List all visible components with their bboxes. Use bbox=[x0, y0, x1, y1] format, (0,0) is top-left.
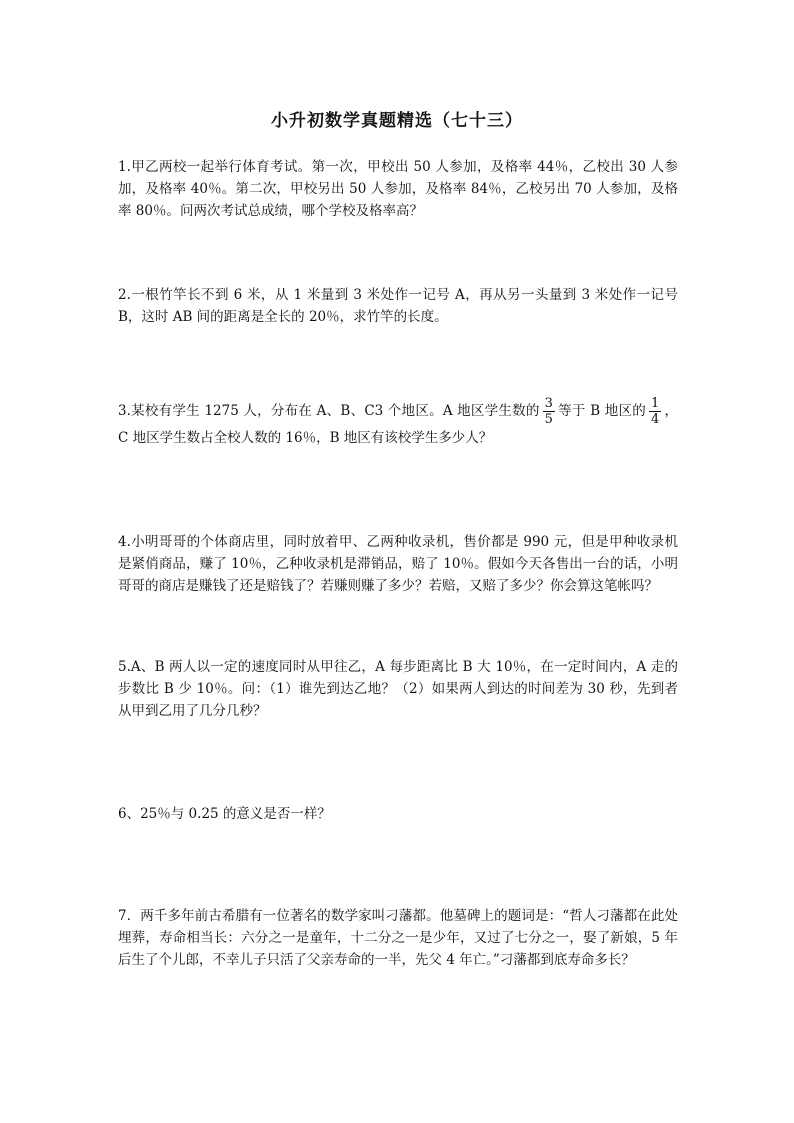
question-1: 1.甲乙两校一起举行体育考试。第一次，甲校出 50 人参加，及格率 44％，乙校出 30 人参加，及格率 40％。第二次，甲校另出 50 人参加，及格率 84％，乙校另出 70 人参加，及格率 80％。问两次考试总成绩，哪个学校及格率高？ bbox=[118, 159, 678, 219]
fraction-numerator: 1 bbox=[650, 396, 660, 411]
question-6: 6、25％与 0.25 的意义是否一样？ bbox=[118, 806, 331, 822]
fraction-three-fifths bbox=[543, 396, 555, 427]
fraction-one-quarter bbox=[649, 396, 661, 427]
question-2: 2.一根竹竿长不到 6 米，从 1 米量到 3 米处作一记号 A，再从另一头量到 3 米处作一记号 B，这时 AB 间的距离是全长的 20％，求竹竿的长度。 bbox=[118, 287, 678, 325]
page-title: 小升初数学真题精选（七十三） bbox=[271, 111, 523, 131]
question-7: 7．两千多年前古希腊有一位著名的数学家叫刁藩都。他墓碑上的题词是：“哲人刁藩都在此处埋葬，寿命相当长：六分之一是童年，十二分之一是少年，又过了七分之一，娶了新娘，5 年后生了个儿郎，不幸儿子只活了父亲寿命的一半，先父 4 年亡。”刁藩都到底寿命多长？ bbox=[118, 908, 678, 968]
question-3 bbox=[118, 396, 678, 449]
question-3-text-3: ，C 地区学生数占全校人数的 16％，B 地区有该校学生多少人？ bbox=[118, 403, 679, 446]
question-5: 5.A、B 两人以一定的速度同时从甲往乙，A 每步距离比 B 大 10％，在一定时间内，A 走的步数比 B 少 10％。问：（1）谁先到达乙地？（2）如果两人到达的时间差为 30 秒，先到者从甲到乙用了几分几秒？ bbox=[118, 659, 678, 719]
question-3-text-2: 等于 B 地区的 bbox=[557, 403, 646, 419]
question-3-text-1: 3.某校有学生 1275 人，分布在 A、B、C3 个地区。A 地区学生数的 bbox=[118, 403, 540, 419]
fraction-denominator: 4 bbox=[650, 412, 660, 427]
question-4: 4.小明哥哥的个体商店里，同时放着甲、乙两种收录机，售价都是 990 元，但是甲种收录机是紧俏商品，赚了 10％，乙种收录机是滞销品，赔了 10％。假如今天各售出一台的话，小明哥哥的商店是赚钱了还是赔钱了？若赚则赚了多少？若赔，又赔了多少？你会算这笔帐吗？ bbox=[118, 534, 678, 594]
fraction-numerator: 3 bbox=[544, 396, 553, 411]
fraction-denominator: 5 bbox=[544, 412, 553, 427]
